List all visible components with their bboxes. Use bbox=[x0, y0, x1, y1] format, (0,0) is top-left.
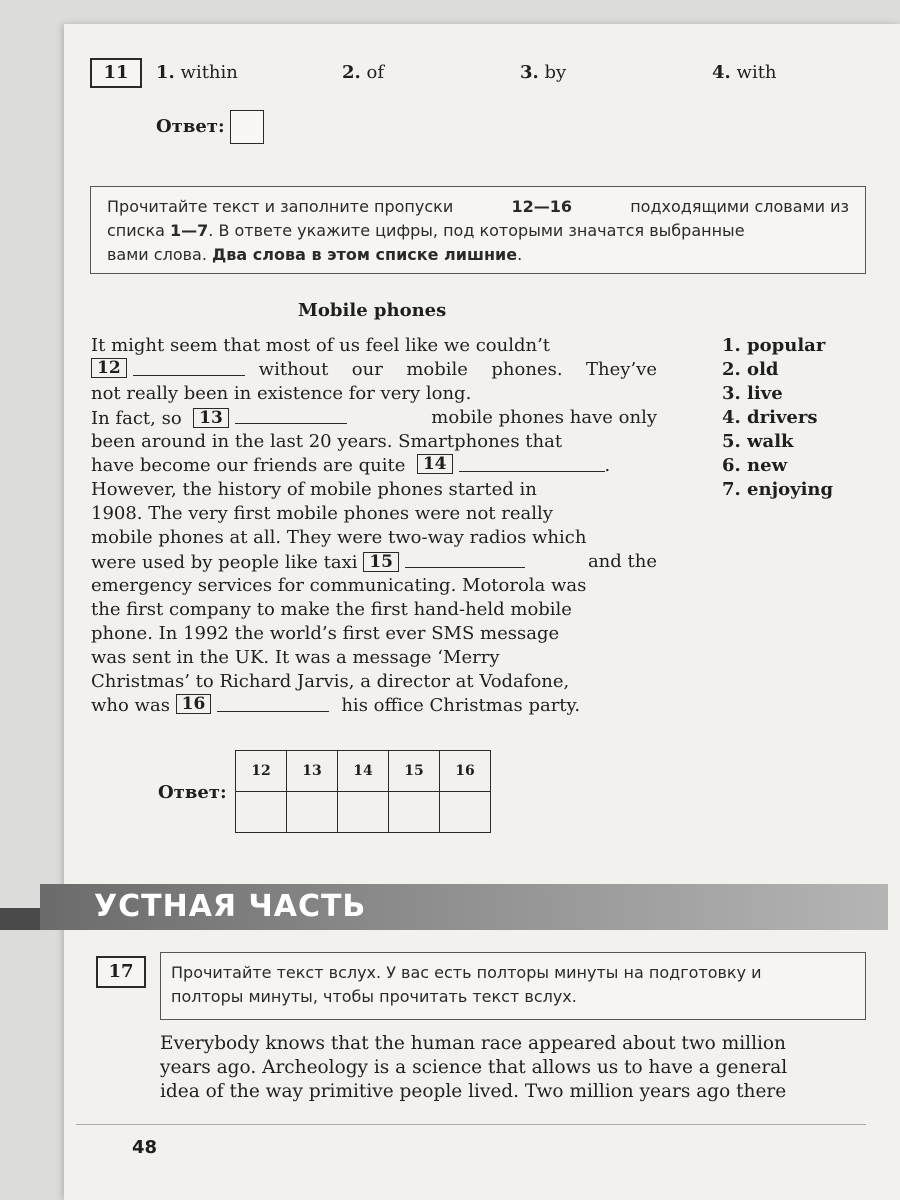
word-list-item: 6. new bbox=[722, 455, 788, 476]
answer-table-header-row bbox=[236, 751, 491, 792]
answer-header-15: 15 bbox=[389, 751, 440, 792]
task-11-option-3: 3. by bbox=[520, 62, 567, 83]
section-banner-oral-part: УСТНАЯ ЧАСТЬ bbox=[40, 884, 888, 930]
passage-line: was sent in the UK. It was a message ‘Merry bbox=[91, 647, 500, 668]
answer-cell-15[interactable] bbox=[389, 792, 440, 833]
instruction-line-2: списка 1—7. В ответе укажите цифры, под которыми значатся выбранные bbox=[107, 221, 745, 240]
gap-13-number: 13 bbox=[193, 408, 229, 428]
passage-line: have become our friends are quite 14 . bbox=[91, 454, 611, 476]
task-11-answer-label: Ответ: bbox=[156, 116, 225, 137]
passage-line: were used by people like taxi 15 and the bbox=[91, 551, 657, 573]
reading-line: years ago. Archeology is a science that allows us to have a general bbox=[160, 1057, 788, 1078]
task-11-option-1: 1. within bbox=[156, 62, 238, 83]
bottom-rule bbox=[76, 1124, 866, 1125]
passage-line: In fact, so 13 mobile phones have only bbox=[91, 407, 657, 429]
passage-line: However, the history of mobile phones started in bbox=[91, 479, 537, 500]
passage-text bbox=[91, 334, 657, 718]
answer-header-14: 14 bbox=[338, 751, 389, 792]
word-list-item: 4. drivers bbox=[722, 407, 818, 428]
gap-16-number: 16 bbox=[176, 694, 212, 714]
task-17-instruction-line-2: полторы минуты, чтобы прочитать текст вслух. bbox=[171, 987, 577, 1006]
passage-line: 12 without our mobile phones. They’ve bbox=[91, 358, 657, 382]
page-number: 48 bbox=[132, 1137, 158, 1158]
passage-line: the first company to make the first hand-held mobile bbox=[91, 599, 572, 620]
passage-line: phone. In 1992 the world’s first ever SMS message bbox=[91, 623, 560, 644]
word-list-item: 3. live bbox=[722, 383, 783, 404]
gap-14-number: 14 bbox=[417, 454, 453, 474]
passage-line: emergency services for communicating. Motorola was bbox=[91, 575, 587, 596]
gap-16-blank[interactable] bbox=[217, 694, 329, 712]
answer-label: Ответ: bbox=[158, 782, 227, 803]
answer-table bbox=[235, 750, 491, 833]
answer-cell-16[interactable] bbox=[440, 792, 491, 833]
passage-line: It might seem that most of us feel like we couldn’t bbox=[91, 335, 551, 356]
task-11-number: 11 bbox=[90, 58, 142, 88]
answer-header-16: 16 bbox=[440, 751, 491, 792]
passage-title: Mobile phones bbox=[298, 300, 447, 321]
passage-line: 1908. The very first mobile phones were not really bbox=[91, 503, 553, 524]
answer-header-13: 13 bbox=[287, 751, 338, 792]
answer-cell-13[interactable] bbox=[287, 792, 338, 833]
passage-line: mobile phones at all. They were two-way radios which bbox=[91, 527, 587, 548]
banner-edge bbox=[0, 908, 44, 930]
gap-14-blank[interactable] bbox=[459, 454, 605, 472]
instruction-line-3: вами слова. Два слова в этом списке лишние. bbox=[107, 245, 523, 264]
task-11-option-2: 2. of bbox=[342, 62, 385, 83]
instruction-box-17 bbox=[160, 952, 866, 1020]
answer-header-12: 12 bbox=[236, 751, 287, 792]
instruction-line-1: Прочитайте текст и заполните пропуски 12—16 подходящими словами из bbox=[107, 197, 849, 216]
task-17-instruction-line-1: Прочитайте текст вслух. У вас есть полторы минуты на подготовку и bbox=[171, 963, 762, 982]
answer-cell-12[interactable] bbox=[236, 792, 287, 833]
word-list-item: 5. walk bbox=[722, 431, 794, 452]
gap-15-number: 15 bbox=[363, 552, 399, 572]
answer-table-input-row bbox=[236, 792, 491, 833]
task-11-option-4: 4. with bbox=[712, 62, 777, 83]
task-11-answer-box[interactable] bbox=[230, 110, 264, 144]
word-list-item: 2. old bbox=[722, 359, 779, 380]
word-list-item: 7. enjoying bbox=[722, 479, 834, 500]
passage-line: who was 16 his office Christmas party. bbox=[91, 694, 581, 716]
task-17-number: 17 bbox=[96, 956, 146, 988]
passage-line: been around in the last 20 years. Smartphones that bbox=[91, 431, 563, 452]
answer-cell-14[interactable] bbox=[338, 792, 389, 833]
instruction-box-12-16 bbox=[90, 186, 866, 274]
reading-line: Everybody knows that the human race appeared about two million bbox=[160, 1033, 786, 1054]
task-17-reading-text bbox=[160, 1032, 866, 1104]
word-list bbox=[722, 334, 833, 502]
passage-line: Christmas’ to Richard Jarvis, a director at Vodafone, bbox=[91, 671, 570, 692]
gap-12-number: 12 bbox=[91, 358, 127, 378]
word-list-item: 1. popular bbox=[722, 335, 826, 356]
gap-12-blank[interactable] bbox=[133, 358, 245, 376]
passage-line: not really been in existence for very long. bbox=[91, 383, 472, 404]
gap-15-blank[interactable] bbox=[405, 550, 525, 568]
reading-line: idea of the way primitive people lived. Two million years ago there bbox=[160, 1081, 787, 1102]
gap-13-blank[interactable] bbox=[235, 406, 347, 424]
